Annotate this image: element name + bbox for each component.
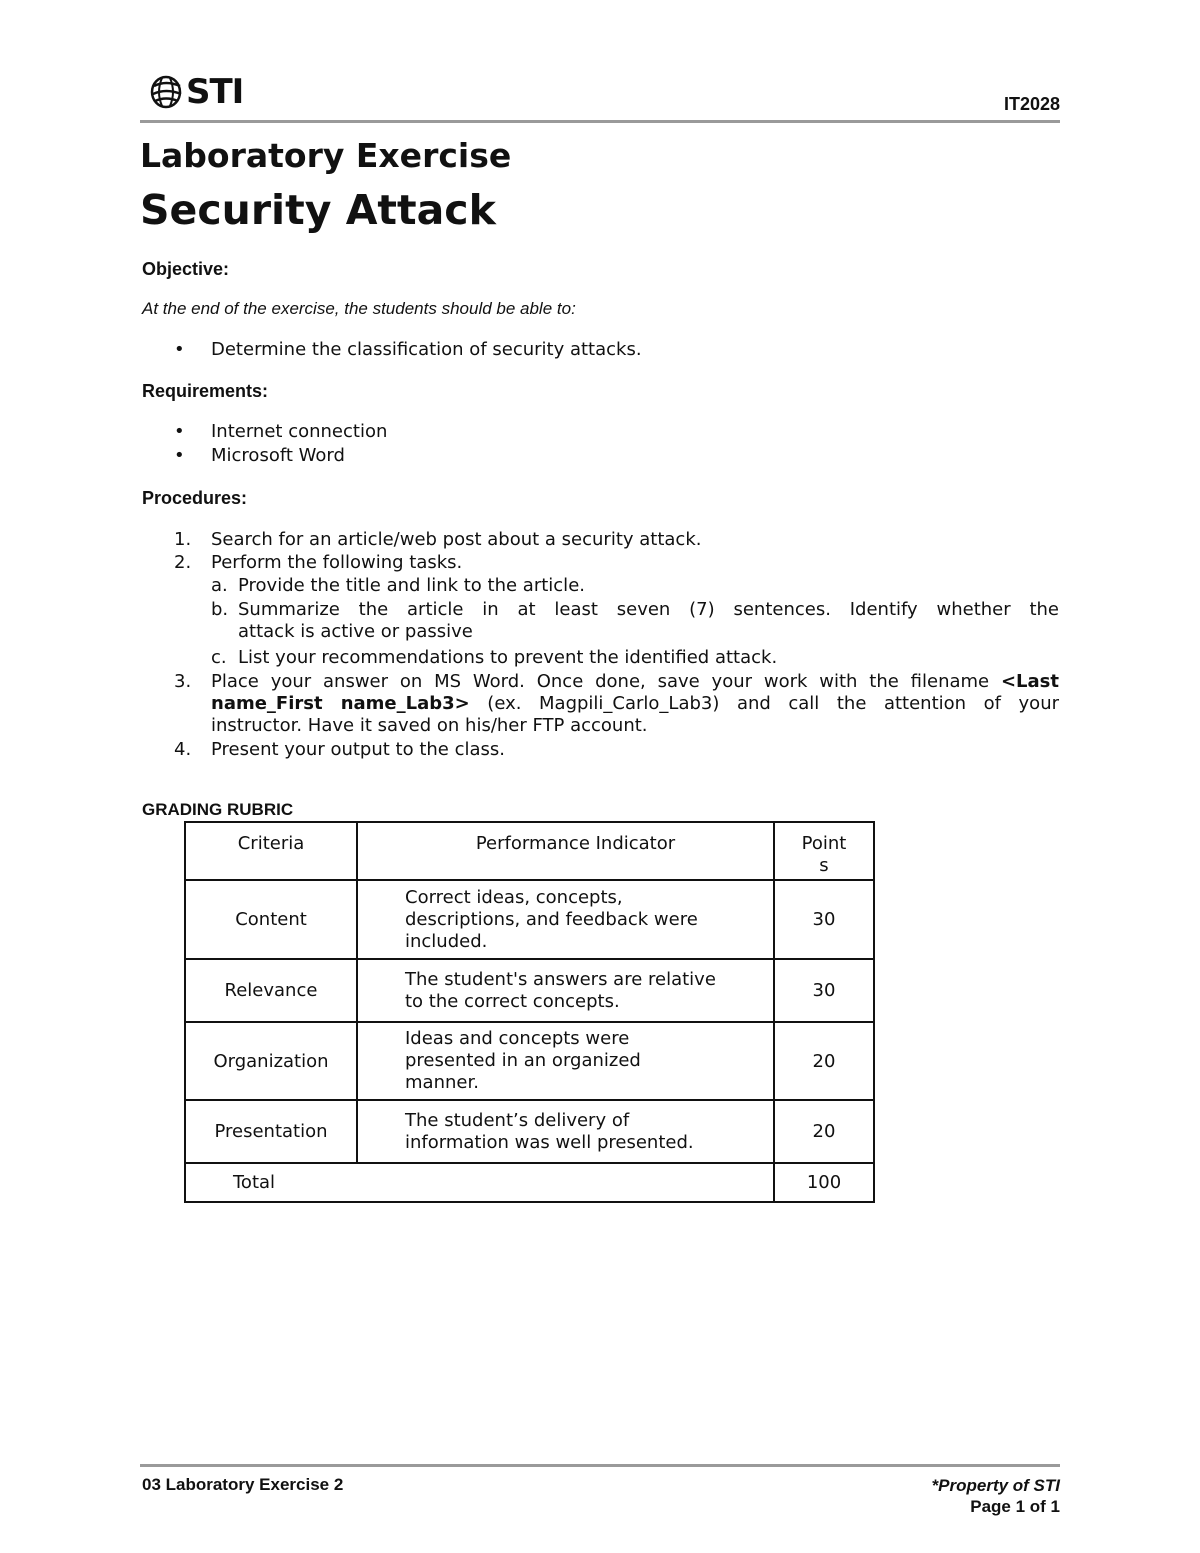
table-total-row: [185, 1163, 874, 1202]
course-code: IT2028: [1003, 94, 1060, 114]
header-rule: [140, 120, 1060, 123]
procedures-heading: Procedures:: [142, 488, 248, 508]
sti-logo: [150, 72, 243, 112]
table-row: Presentation The student’s delivery of information was well presented. 20: [185, 1100, 874, 1163]
bullet-icon: •: [174, 421, 185, 442]
column-header-indicator: Performance Indicator: [357, 822, 774, 880]
table-row: Content Correct ideas, concepts, descriptions, and feedback were included. 30: [185, 880, 874, 959]
page-title-line1: Laboratory Exercise: [140, 136, 512, 175]
footer-rule: [140, 1464, 1060, 1467]
rubric-heading: GRADING RUBRIC: [142, 800, 294, 819]
procedure-step-2-subs: [174, 575, 1059, 671]
requirements-heading: Requirements:: [142, 381, 269, 401]
logo-text: STI: [186, 72, 244, 112]
total-label: Total: [185, 1163, 774, 1202]
bullet-icon: •: [174, 445, 185, 466]
list-item: • Internet connection: [174, 421, 388, 442]
globe-icon: [150, 74, 184, 110]
property-notice: *Property of STI: [931, 1476, 1060, 1495]
requirements-list: [142, 421, 387, 469]
column-header-criteria: Criteria: [185, 822, 357, 880]
table-header-row: [185, 822, 874, 880]
objective-intro: At the end of the exercise, the students should be able to:: [142, 299, 576, 318]
procedure-step-2b: b. Summarize the article in at least seven (7) sentences. Identify whether the attack is active or passive: [211, 599, 1059, 642]
grading-rubric-table: [184, 821, 875, 1203]
footer-right: [932, 1475, 1060, 1517]
bullet-icon: •: [174, 339, 185, 360]
objective-heading: Objective:: [142, 259, 230, 279]
procedure-step-2a: a. Provide the title and link to the article.: [211, 575, 585, 596]
footer-left: 03 Laboratory Exercise 2: [142, 1475, 344, 1494]
procedure-step-4: 4. Present your output to the class.: [174, 739, 506, 760]
procedure-step-2: 2. Perform the following tasks.: [174, 552, 463, 573]
objective-list: [142, 339, 642, 363]
procedures-list: [174, 529, 1059, 762]
page-number: Page 1 of 1: [970, 1497, 1060, 1516]
table-row: Relevance The student's answers are relative to the correct concepts. 30: [185, 959, 874, 1022]
procedure-step-2c: c. List your recommendations to prevent the identified attack.: [211, 647, 778, 668]
procedure-step-3: 3. Place your answer on MS Word. Once done, save your work with the filename <Last name_First name_Lab3> (ex. Magpili_Carlo_Lab3) and call the attention of your instructor. Have it saved on his/her FTP account.: [174, 671, 1059, 736]
total-points: 100: [774, 1163, 874, 1202]
procedure-step-1: 1. Search for an article/web post about a security attack.: [174, 529, 702, 550]
list-item: • Microsoft Word: [174, 445, 345, 466]
table-row: Organization Ideas and concepts were presented in an organized manner. 20: [185, 1022, 874, 1100]
page-title-line2: Security Attack: [140, 186, 496, 234]
column-header-points: Point s: [774, 822, 874, 880]
list-item: • Determine the classification of security attacks.: [174, 339, 642, 360]
